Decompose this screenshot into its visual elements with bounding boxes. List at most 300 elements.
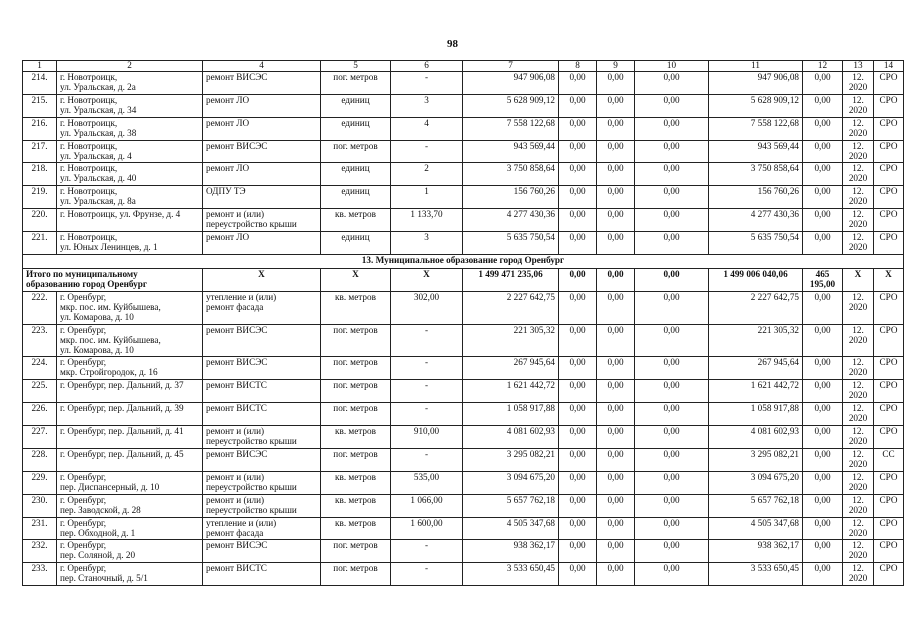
col-11-cell: 156 760,26 <box>709 186 803 209</box>
column-number: 12 <box>803 61 843 72</box>
col-9-cell: 0,00 <box>597 324 635 357</box>
work-type-cell: ремонт ВИСТС <box>203 403 321 426</box>
quantity-cell: - <box>391 540 463 563</box>
method-cell: СС <box>874 448 904 471</box>
table-row <box>23 117 904 140</box>
deadline-cell: 12. 2020 <box>843 291 874 324</box>
table-row <box>23 71 904 94</box>
table-row <box>23 232 904 255</box>
col-11-cell: 3 533 650,45 <box>709 563 803 586</box>
address-cell: г. Оренбург, мкр. Стройгородок, д. 16 <box>57 357 203 380</box>
col-11-cell: 938 362,17 <box>709 540 803 563</box>
address-cell: г. Новотроицк, ул. Юных Ленинцев, д. 1 <box>57 232 203 255</box>
row-number: 230. <box>23 494 57 517</box>
col-12-cell: 0,00 <box>803 540 843 563</box>
table-row <box>23 324 904 357</box>
row-number: 223. <box>23 324 57 357</box>
work-type-cell: ремонт и (или) переустройство крыши <box>203 471 321 494</box>
total-col-12: 465 195,00 <box>803 268 843 291</box>
col-12-cell: 0,00 <box>803 117 843 140</box>
col-11-cell: 2 227 642,75 <box>709 291 803 324</box>
cost-cell: 2 227 642,75 <box>463 291 559 324</box>
method-cell: СРО <box>874 291 904 324</box>
col-11-cell: 5 635 750,54 <box>709 232 803 255</box>
work-type-cell: ремонт и (или) переустройство крыши <box>203 494 321 517</box>
deadline-cell: 12. 2020 <box>843 94 874 117</box>
column-number: 2 <box>57 61 203 72</box>
row-number: 217. <box>23 140 57 163</box>
quantity-cell: 4 <box>391 117 463 140</box>
method-cell: СРО <box>874 540 904 563</box>
total-col-4: X <box>203 268 321 291</box>
cost-cell: 7 558 122,68 <box>463 117 559 140</box>
col-9-cell: 0,00 <box>597 232 635 255</box>
deadline-cell: 12. 2020 <box>843 117 874 140</box>
col-9-cell: 0,00 <box>597 517 635 540</box>
column-number: 9 <box>597 61 635 72</box>
column-number: 11 <box>709 61 803 72</box>
col-9-cell: 0,00 <box>597 403 635 426</box>
address-cell: г. Оренбург, пер. Дальний, д. 41 <box>57 426 203 449</box>
row-number: 218. <box>23 163 57 186</box>
col-11-cell: 4 277 430,36 <box>709 209 803 232</box>
col-8-cell: 0,00 <box>559 471 597 494</box>
table-row <box>23 163 904 186</box>
total-row <box>23 268 904 291</box>
deadline-cell: 12. 2020 <box>843 380 874 403</box>
deadline-cell: 12. 2020 <box>843 448 874 471</box>
address-cell: г. Оренбург, пер. Соляной, д. 20 <box>57 540 203 563</box>
col-12-cell: 0,00 <box>803 163 843 186</box>
column-number: 10 <box>635 61 709 72</box>
col-10-cell: 0,00 <box>635 291 709 324</box>
quantity-cell: 1 <box>391 186 463 209</box>
unit-cell: кв. метров <box>321 517 391 540</box>
col-9-cell: 0,00 <box>597 163 635 186</box>
col-10-cell: 0,00 <box>635 140 709 163</box>
col-10-cell: 0,00 <box>635 540 709 563</box>
row-number: 226. <box>23 403 57 426</box>
method-cell: СРО <box>874 471 904 494</box>
total-label: Итого по муниципальному образованию город Оренбург <box>23 268 203 291</box>
quantity-cell: - <box>391 563 463 586</box>
method-cell: СРО <box>874 209 904 232</box>
repair-program-table <box>22 60 904 586</box>
col-9-cell: 0,00 <box>597 426 635 449</box>
col-9-cell: 0,00 <box>597 448 635 471</box>
row-number: 228. <box>23 448 57 471</box>
address-cell: г. Оренбург, пер. Заводской, д. 28 <box>57 494 203 517</box>
col-11-cell: 3 295 082,21 <box>709 448 803 471</box>
row-number: 233. <box>23 563 57 586</box>
quantity-cell: 1 600,00 <box>391 517 463 540</box>
col-8-cell: 0,00 <box>559 380 597 403</box>
cost-cell: 3 750 858,64 <box>463 163 559 186</box>
row-number: 227. <box>23 426 57 449</box>
method-cell: СРО <box>874 117 904 140</box>
work-type-cell: утепление и (или) ремонт фасада <box>203 291 321 324</box>
col-9-cell: 0,00 <box>597 209 635 232</box>
address-cell: г. Новотроицк, ул. Уральская, д. 38 <box>57 117 203 140</box>
row-number: 214. <box>23 71 57 94</box>
col-12-cell: 0,00 <box>803 209 843 232</box>
col-11-cell: 5 657 762,18 <box>709 494 803 517</box>
cost-cell: 221 305,32 <box>463 324 559 357</box>
work-type-cell: ремонт ВИСТС <box>203 380 321 403</box>
col-10-cell: 0,00 <box>635 517 709 540</box>
orenburg-rows <box>23 291 904 585</box>
page-number: 98 <box>447 38 458 50</box>
method-cell: СРО <box>874 494 904 517</box>
deadline-cell: 12. 2020 <box>843 471 874 494</box>
address-cell: г. Новотроицк, ул. Фрунзе, д. 4 <box>57 209 203 232</box>
deadline-cell: 12. 2020 <box>843 563 874 586</box>
unit-cell: пог. метров <box>321 71 391 94</box>
col-11-cell: 943 569,44 <box>709 140 803 163</box>
quantity-cell: 1 133,70 <box>391 209 463 232</box>
col-12-cell: 0,00 <box>803 471 843 494</box>
unit-cell: пог. метров <box>321 357 391 380</box>
col-10-cell: 0,00 <box>635 117 709 140</box>
col-8-cell: 0,00 <box>559 517 597 540</box>
unit-cell: пог. метров <box>321 324 391 357</box>
col-12-cell: 0,00 <box>803 563 843 586</box>
address-cell: г. Оренбург, пер. Диспансерный, д. 10 <box>57 471 203 494</box>
cost-cell: 156 760,26 <box>463 186 559 209</box>
cost-cell: 947 906,08 <box>463 71 559 94</box>
address-cell: г. Оренбург, пер. Дальний, д. 45 <box>57 448 203 471</box>
col-10-cell: 0,00 <box>635 471 709 494</box>
unit-cell: кв. метров <box>321 426 391 449</box>
col-10-cell: 0,00 <box>635 448 709 471</box>
col-12-cell: 0,00 <box>803 94 843 117</box>
total-cost: 1 499 471 235,06 <box>463 268 559 291</box>
work-type-cell: ОДПУ ТЭ <box>203 186 321 209</box>
unit-cell: единиц <box>321 94 391 117</box>
deadline-cell: 12. 2020 <box>843 540 874 563</box>
col-9-cell: 0,00 <box>597 563 635 586</box>
total-col-6: X <box>391 268 463 291</box>
cost-cell: 267 945,64 <box>463 357 559 380</box>
row-number: 221. <box>23 232 57 255</box>
col-8-cell: 0,00 <box>559 324 597 357</box>
row-number: 219. <box>23 186 57 209</box>
address-cell: г. Оренбург, пер. Станочный, д. 5/1 <box>57 563 203 586</box>
column-number: 4 <box>203 61 321 72</box>
method-cell: СРО <box>874 140 904 163</box>
col-9-cell: 0,00 <box>597 186 635 209</box>
col-9-cell: 0,00 <box>597 494 635 517</box>
table-row <box>23 140 904 163</box>
unit-cell: пог. метров <box>321 403 391 426</box>
work-type-cell: ремонт ЛО <box>203 94 321 117</box>
table-row <box>23 448 904 471</box>
cost-cell: 5 657 762,18 <box>463 494 559 517</box>
col-10-cell: 0,00 <box>635 209 709 232</box>
col-12-cell: 0,00 <box>803 517 843 540</box>
table-row <box>23 426 904 449</box>
row-number: 232. <box>23 540 57 563</box>
quantity-cell: 3 <box>391 232 463 255</box>
col-9-cell: 0,00 <box>597 71 635 94</box>
col-12-cell: 0,00 <box>803 403 843 426</box>
col-12-cell: 0,00 <box>803 426 843 449</box>
work-type-cell: ремонт ЛО <box>203 163 321 186</box>
deadline-cell: 12. 2020 <box>843 140 874 163</box>
col-8-cell: 0,00 <box>559 540 597 563</box>
row-number: 224. <box>23 357 57 380</box>
col-9-cell: 0,00 <box>597 357 635 380</box>
col-8-cell: 0,00 <box>559 357 597 380</box>
unit-cell: кв. метров <box>321 494 391 517</box>
cost-cell: 3 295 082,21 <box>463 448 559 471</box>
col-8-cell: 0,00 <box>559 117 597 140</box>
col-10-cell: 0,00 <box>635 71 709 94</box>
address-cell: г. Новотроицк, ул. Уральская, д. 40 <box>57 163 203 186</box>
col-12-cell: 0,00 <box>803 448 843 471</box>
deadline-cell: 12. 2020 <box>843 426 874 449</box>
work-type-cell: ремонт ВИСЭС <box>203 448 321 471</box>
cost-cell: 4 277 430,36 <box>463 209 559 232</box>
address-cell: г. Новотроицк, ул. Уральская, д. 8а <box>57 186 203 209</box>
quantity-cell: 1 066,00 <box>391 494 463 517</box>
col-8-cell: 0,00 <box>559 426 597 449</box>
col-8-cell: 0,00 <box>559 494 597 517</box>
col-9-cell: 0,00 <box>597 291 635 324</box>
col-12-cell: 0,00 <box>803 140 843 163</box>
col-10-cell: 0,00 <box>635 324 709 357</box>
quantity-cell: 2 <box>391 163 463 186</box>
col-10-cell: 0,00 <box>635 494 709 517</box>
table-row <box>23 380 904 403</box>
quantity-cell: 535,00 <box>391 471 463 494</box>
col-12-cell: 0,00 <box>803 71 843 94</box>
table-row <box>23 357 904 380</box>
address-cell: г. Новотроицк, ул. Уральская, д. 2а <box>57 71 203 94</box>
quantity-cell: - <box>391 403 463 426</box>
quantity-cell: - <box>391 71 463 94</box>
row-number: 215. <box>23 94 57 117</box>
deadline-cell: 12. 2020 <box>843 494 874 517</box>
unit-cell: единиц <box>321 163 391 186</box>
work-type-cell: ремонт ВИСТС <box>203 563 321 586</box>
column-number: 8 <box>559 61 597 72</box>
quantity-cell: - <box>391 380 463 403</box>
quantity-cell: - <box>391 357 463 380</box>
deadline-cell: 12. 2020 <box>843 71 874 94</box>
col-10-cell: 0,00 <box>635 357 709 380</box>
work-type-cell: ремонт ЛО <box>203 232 321 255</box>
col-8-cell: 0,00 <box>559 291 597 324</box>
deadline-cell: 12. 2020 <box>843 232 874 255</box>
col-12-cell: 0,00 <box>803 357 843 380</box>
deadline-cell: 12. 2020 <box>843 517 874 540</box>
table-row <box>23 291 904 324</box>
row-number: 231. <box>23 517 57 540</box>
method-cell: СРО <box>874 94 904 117</box>
col-8-cell: 0,00 <box>559 209 597 232</box>
cost-cell: 4 505 347,68 <box>463 517 559 540</box>
col-8-cell: 0,00 <box>559 186 597 209</box>
col-12-cell: 0,00 <box>803 324 843 357</box>
col-9-cell: 0,00 <box>597 540 635 563</box>
table-row <box>23 540 904 563</box>
total-col-5: X <box>321 268 391 291</box>
unit-cell: единиц <box>321 232 391 255</box>
col-9-cell: 0,00 <box>597 117 635 140</box>
col-8-cell: 0,00 <box>559 140 597 163</box>
quantity-cell: 3 <box>391 94 463 117</box>
total-col-14: X <box>874 268 904 291</box>
col-9-cell: 0,00 <box>597 140 635 163</box>
unit-cell: кв. метров <box>321 291 391 324</box>
row-number: 216. <box>23 117 57 140</box>
deadline-cell: 12. 2020 <box>843 163 874 186</box>
total-col-9: 0,00 <box>597 268 635 291</box>
col-12-cell: 0,00 <box>803 380 843 403</box>
address-cell: г. Оренбург, пер. Обходной, д. 1 <box>57 517 203 540</box>
table-row <box>23 94 904 117</box>
col-11-cell: 5 628 909,12 <box>709 94 803 117</box>
unit-cell: пог. метров <box>321 448 391 471</box>
method-cell: СРО <box>874 563 904 586</box>
col-11-cell: 221 305,32 <box>709 324 803 357</box>
quantity-cell: - <box>391 448 463 471</box>
col-8-cell: 0,00 <box>559 403 597 426</box>
method-cell: СРО <box>874 163 904 186</box>
column-number: 1 <box>23 61 57 72</box>
col-12-cell: 0,00 <box>803 494 843 517</box>
unit-cell: кв. метров <box>321 471 391 494</box>
table-row <box>23 186 904 209</box>
method-cell: СРО <box>874 357 904 380</box>
method-cell: СРО <box>874 232 904 255</box>
column-number: 14 <box>874 61 904 72</box>
row-number: 220. <box>23 209 57 232</box>
method-cell: СРО <box>874 380 904 403</box>
address-cell: г. Новотроицк, ул. Уральская, д. 4 <box>57 140 203 163</box>
col-11-cell: 4 505 347,68 <box>709 517 803 540</box>
work-type-cell: ремонт ВИСЭС <box>203 71 321 94</box>
col-8-cell: 0,00 <box>559 94 597 117</box>
column-number-row <box>23 61 904 72</box>
row-number: 229. <box>23 471 57 494</box>
deadline-cell: 12. 2020 <box>843 324 874 357</box>
quantity-cell: - <box>391 324 463 357</box>
col-10-cell: 0,00 <box>635 426 709 449</box>
col-10-cell: 0,00 <box>635 94 709 117</box>
col-9-cell: 0,00 <box>597 471 635 494</box>
work-type-cell: ремонт ВИСЭС <box>203 357 321 380</box>
col-11-cell: 1 621 442,72 <box>709 380 803 403</box>
total-col-13: X <box>843 268 874 291</box>
cost-cell: 3 094 675,20 <box>463 471 559 494</box>
row-number: 222. <box>23 291 57 324</box>
total-col-11: 1 499 006 040,06 <box>709 268 803 291</box>
unit-cell: пог. метров <box>321 380 391 403</box>
col-11-cell: 3 094 675,20 <box>709 471 803 494</box>
address-cell: г. Оренбург, мкр. пос. им. Куйбышева, ул. Комарова, д. 10 <box>57 324 203 357</box>
work-type-cell: ремонт и (или) переустройство крыши <box>203 209 321 232</box>
column-number: 13 <box>843 61 874 72</box>
address-cell: г. Оренбург, мкр. пос. им. Куйбышева, ул. Комарова, д. 10 <box>57 291 203 324</box>
work-type-cell: ремонт ВИСЭС <box>203 324 321 357</box>
method-cell: СРО <box>874 403 904 426</box>
table-row <box>23 209 904 232</box>
quantity-cell: 910,00 <box>391 426 463 449</box>
unit-cell: пог. метров <box>321 563 391 586</box>
col-10-cell: 0,00 <box>635 403 709 426</box>
cost-cell: 1 621 442,72 <box>463 380 559 403</box>
total-col-10: 0,00 <box>635 268 709 291</box>
col-10-cell: 0,00 <box>635 563 709 586</box>
unit-cell: кв. метров <box>321 209 391 232</box>
deadline-cell: 12. 2020 <box>843 186 874 209</box>
row-number: 225. <box>23 380 57 403</box>
col-10-cell: 0,00 <box>635 232 709 255</box>
cost-cell: 938 362,17 <box>463 540 559 563</box>
cost-cell: 943 569,44 <box>463 140 559 163</box>
unit-cell: пог. метров <box>321 540 391 563</box>
col-10-cell: 0,00 <box>635 380 709 403</box>
col-12-cell: 0,00 <box>803 232 843 255</box>
work-type-cell: ремонт и (или) переустройство крыши <box>203 426 321 449</box>
method-cell: СРО <box>874 186 904 209</box>
quantity-cell: 302,00 <box>391 291 463 324</box>
col-12-cell: 0,00 <box>803 291 843 324</box>
col-8-cell: 0,00 <box>559 563 597 586</box>
unit-cell: единиц <box>321 186 391 209</box>
cost-cell: 3 533 650,45 <box>463 563 559 586</box>
col-11-cell: 947 906,08 <box>709 71 803 94</box>
col-8-cell: 0,00 <box>559 163 597 186</box>
col-8-cell: 0,00 <box>559 448 597 471</box>
total-col-8: 0,00 <box>559 268 597 291</box>
table-row <box>23 494 904 517</box>
method-cell: СРО <box>874 324 904 357</box>
cost-cell: 1 058 917,88 <box>463 403 559 426</box>
col-10-cell: 0,00 <box>635 186 709 209</box>
unit-cell: единиц <box>321 117 391 140</box>
col-8-cell: 0,00 <box>559 232 597 255</box>
work-type-cell: ремонт ВИСЭС <box>203 540 321 563</box>
column-number: 7 <box>463 61 559 72</box>
table-row <box>23 517 904 540</box>
section-row <box>23 254 904 268</box>
quantity-cell: - <box>391 140 463 163</box>
unit-cell: пог. метров <box>321 140 391 163</box>
deadline-cell: 12. 2020 <box>843 403 874 426</box>
column-number: 6 <box>391 61 463 72</box>
column-number: 5 <box>321 61 391 72</box>
col-11-cell: 1 058 917,88 <box>709 403 803 426</box>
col-11-cell: 4 081 602,93 <box>709 426 803 449</box>
novotroitsk-rows <box>23 71 904 254</box>
col-11-cell: 267 945,64 <box>709 357 803 380</box>
work-type-cell: ремонт ВИСЭС <box>203 140 321 163</box>
cost-cell: 4 081 602,93 <box>463 426 559 449</box>
col-11-cell: 3 750 858,64 <box>709 163 803 186</box>
col-10-cell: 0,00 <box>635 163 709 186</box>
col-11-cell: 7 558 122,68 <box>709 117 803 140</box>
cost-cell: 5 635 750,54 <box>463 232 559 255</box>
method-cell: СРО <box>874 71 904 94</box>
method-cell: СРО <box>874 517 904 540</box>
col-12-cell: 0,00 <box>803 186 843 209</box>
table-row <box>23 563 904 586</box>
work-type-cell: ремонт ЛО <box>203 117 321 140</box>
method-cell: СРО <box>874 426 904 449</box>
